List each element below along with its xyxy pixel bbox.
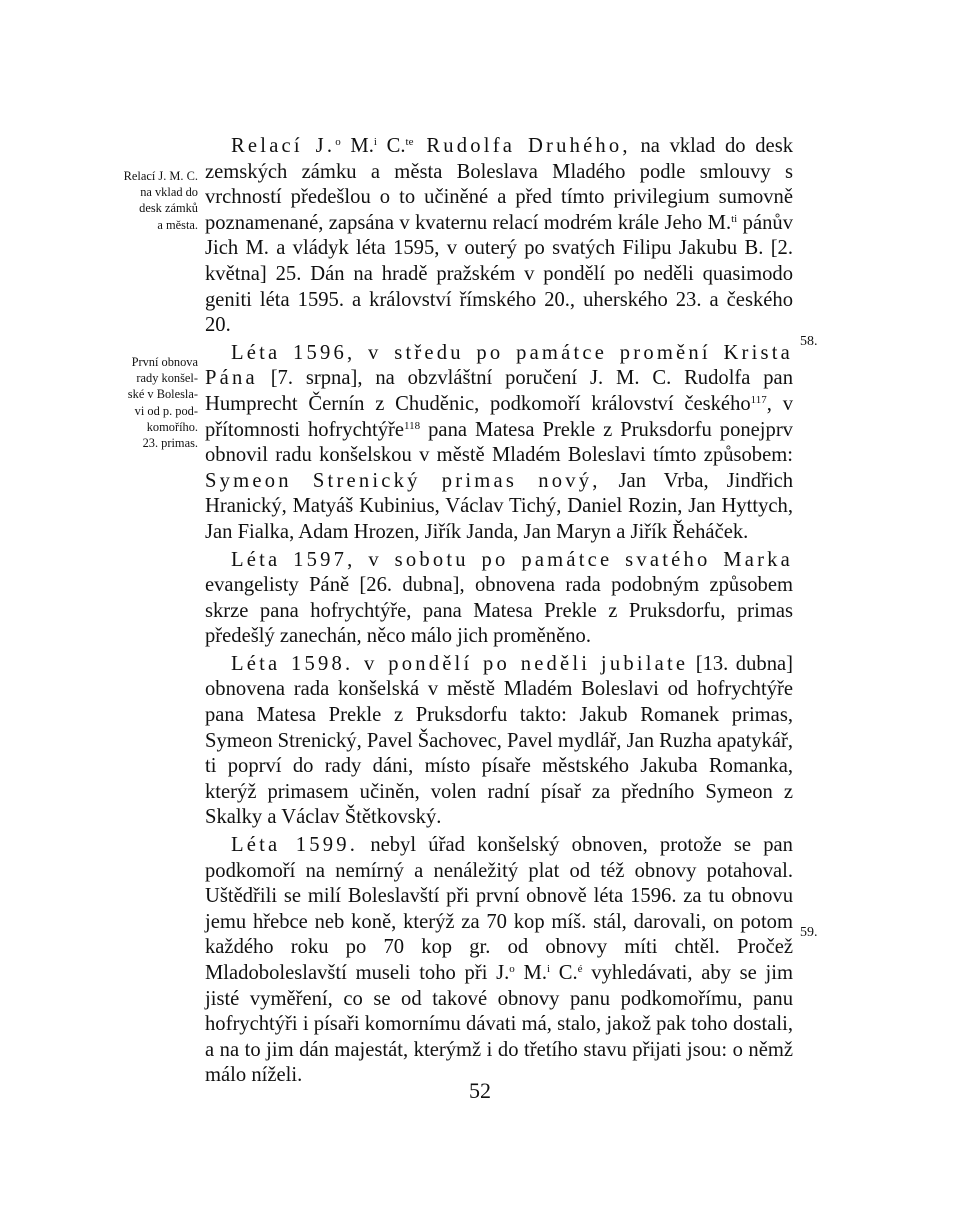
text-span: M.	[340, 135, 374, 157]
right-margin-ref-59: 59.	[800, 925, 818, 940]
text-span: na vklad do desk zemských zámku a města Boleslava Mladého podle smlouvy s vrchností předešlou o to učiněné a před tímto privilegium sumovně poznamenané, zapsána v kvaternu relací modrém krále Jeho M.	[205, 135, 794, 234]
margin-note-line: První obnova	[131, 355, 198, 369]
margin-note-line: vi od p. pod-	[134, 403, 198, 418]
margin-note-prvni-obnova	[88, 354, 198, 451]
text-span: [13. dubna] obnovena rada konšelská v městě Mladém Boleslavi od hofrychtýře pana Matesa Prekle z Pruksdorfu takto: Jakub Romanek primas, Symeon Strenický, Pavel Šachovec, Pavel mydlář, Jan Ruzha apatykář, ti poprví do rady dáni, místo písaře městského Jakuba Romanka, kterýž primasem učiněn, volen radní písař za předního Symeon z Skalky a Václav Štětkovský.	[205, 652, 793, 829]
text-span: vyhledávati, aby se jim jisté vyměření, co se od takové obnovy panu podkomořímu, panu hofrychtýři i písaři komornímu dávati má, stalo, jakož pak toho dostali, a na to jim dán majestát, kterýmž i do třetího stavu přijati jsou: o němž málo níželi.	[205, 962, 793, 1087]
superscript: é	[577, 963, 583, 975]
margin-note-line: rady konšel-	[136, 371, 198, 386]
text-span: C.	[550, 962, 578, 984]
spaced-text: Léta 1598. v pondělí po neděli jubilate	[231, 652, 689, 675]
text-span: M.	[514, 962, 547, 984]
spaced-text: Léta 1597, v sobotu po památce svatého Marka	[231, 548, 793, 571]
paragraph-relaci	[205, 134, 793, 339]
main-text	[205, 134, 793, 1089]
text-span: , v přítomnosti hofrychtýře	[205, 392, 793, 441]
heading-relaci: Relací J.	[231, 135, 336, 157]
text-span: [7. srpna], na obzvláštní poručení J. M. C. Rudolfa pan Humprecht Černín z Chuděnic, podkomoří království českého	[205, 367, 793, 415]
margin-note-line: 23. primas.	[142, 436, 198, 451]
spaced-text: Léta 1596, v středu po památce promění Krista Pána	[205, 341, 793, 390]
superscript: o	[335, 136, 341, 148]
superscript: ti	[731, 212, 738, 225]
paragraph-1597	[205, 548, 793, 650]
margin-note-line: komořího.	[146, 419, 198, 434]
footnote-ref: 117	[750, 393, 767, 406]
superscript: i	[546, 963, 551, 975]
margin-note-line: desk zámků	[139, 201, 198, 216]
superscript: te	[405, 136, 414, 148]
footnote-ref: 118	[404, 419, 421, 432]
margin-note-line: na vklad do	[140, 185, 198, 200]
superscript: i	[373, 136, 377, 148]
spaced-text: Rudolfa Druhého,	[413, 135, 631, 157]
spaced-text: Symeon Strenický primas nový,	[205, 469, 601, 492]
text-span: pánův Jich M. a vládyk léta 1595, v outerý po svatých Filipu Jakubu B. [2. května] 25. Dán na hradě pražském v pondělí po neděli quasimodo geniti léta 1595. a království římského 20., uherského 23. a českého 20.	[205, 211, 793, 337]
margin-note-line: a města.	[157, 217, 198, 232]
spaced-text: Léta 1599.	[231, 834, 359, 857]
right-margin-ref-58: 58.	[800, 334, 818, 349]
paragraph-1599	[205, 833, 793, 1089]
text-span: C.	[376, 135, 406, 157]
page-number: 52	[469, 1078, 491, 1103]
paragraph-1598	[205, 652, 793, 831]
superscript: o	[509, 963, 515, 975]
text-span: Jan Vrba, Jindřich Hranický, Matyáš Kubinius, Václav Tichý, Daniel Rozin, Jan Hyttych, Jan Fialka, Adam Hrozen, Jiřík Janda, Jan Maryn a Jiřík Řeháček.	[205, 469, 794, 543]
margin-note-line: Relací J. M. C.	[123, 169, 198, 183]
text-span: pana Matesa Prekle z Pruksdorfu ponejprv obnovil radu konšelskou v městě Mladém Boleslavi tímto způsobem:	[205, 418, 793, 467]
text-span: evangelisty Páně [26. dubna], obnovena rada podobným způsobem skrze pana hofrychtýře, pana Matesa Prekle z Pruksdorfu, primas předešlý zanechán, něco málo jich proměněno.	[205, 574, 793, 648]
paragraph-1596	[205, 341, 793, 546]
margin-note-relaci	[88, 168, 198, 233]
text-span: nebyl úřad konšelský obnoven, protože se pan podkomoří na nemírný a nenáležitý plat od též obnovy potahoval. Uštědřili se milí Boleslavští při první obnově léta 1596. za tu obnovu jemu hřebce neb koně, kterýž za 70 kop míš. stál, darovali, on potom každého roku po 70 kop gr. od obnovy míti chtěl. Pročež Mladoboleslavští museli toho při J.	[205, 834, 793, 984]
margin-note-line: ské v Bolesla-	[127, 387, 198, 402]
